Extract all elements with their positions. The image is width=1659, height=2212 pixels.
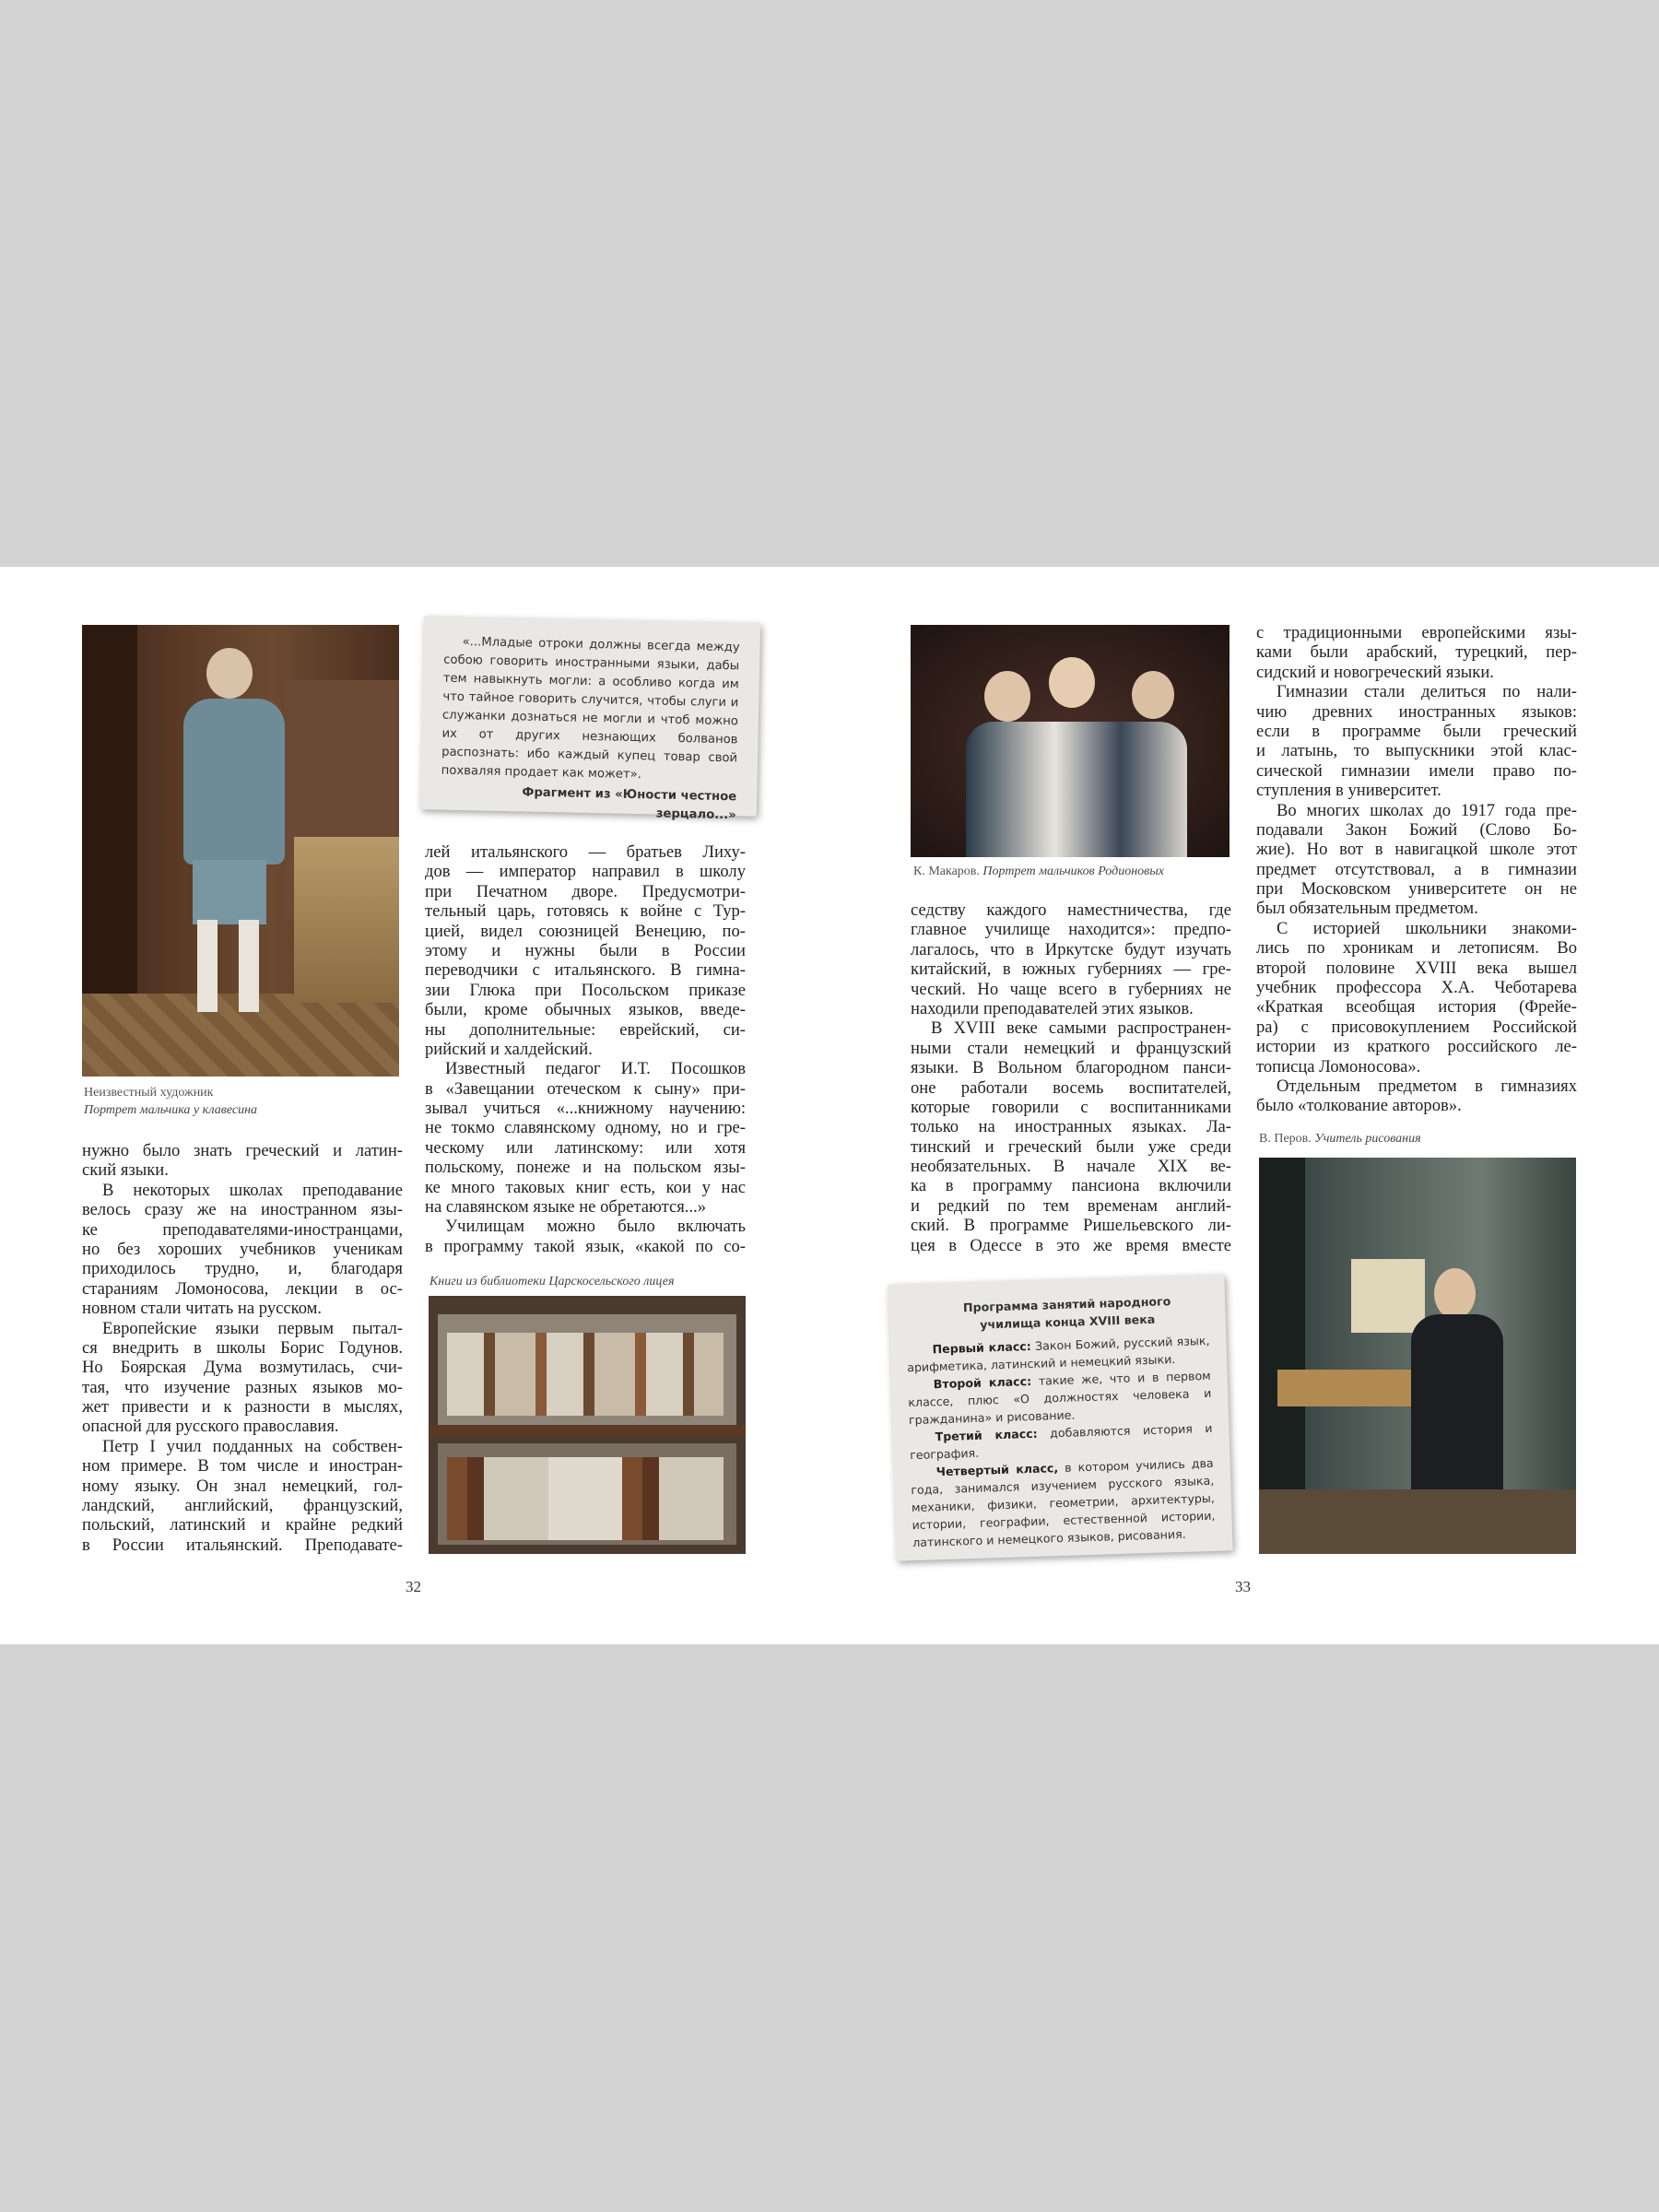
- text-line: ра) с присовокуплением Российской: [1256, 1017, 1577, 1037]
- text-line: ными стали немецкий и французский: [911, 1038, 1231, 1058]
- text-line: в программу такой язык, «какой по со-: [425, 1236, 746, 1256]
- text-line: ном примере. В том числе и иностран-: [82, 1456, 403, 1477]
- program-item-text: добавляются история и география.: [909, 1420, 1213, 1463]
- text-line: новном стали читать на русском.: [82, 1299, 323, 1319]
- text-line: только на иностранных языках. Ла-: [911, 1117, 1231, 1137]
- text-line: и редкий по тем временам англий-: [911, 1195, 1231, 1216]
- text-line: лей итальянского — братьев Лиху-: [425, 842, 746, 862]
- program-box: [888, 1274, 1232, 1560]
- text-line: китайский, в южных губерниях — гре-: [911, 959, 1231, 980]
- text-line: Во многих школах до 1917 года пре-: [1277, 800, 1577, 820]
- text-line: ке много таковых книг есть, кои у нас: [425, 1177, 746, 1197]
- text-line: главное училище находится»: предпо-: [911, 920, 1231, 940]
- text-line: приходилось трудно, и, благодаря: [82, 1259, 403, 1279]
- text-line: ками были арабский, турецкий, пер-: [1256, 642, 1577, 663]
- text-line: Европейские языки первым пытал-: [102, 1318, 403, 1338]
- text-line: опасной для русского православия.: [82, 1417, 339, 1437]
- text-line: С историей школьники знакоми-: [1277, 918, 1577, 938]
- text-line: ному языку. Он знал немецкий, гол-: [82, 1476, 403, 1496]
- program-item-label: Четвертый класс,: [935, 1461, 1059, 1479]
- text-line: был обязательным предметом.: [1256, 899, 1478, 919]
- image2-caption: [429, 1273, 674, 1290]
- text-line: тельный царь, готовясь к войне с Тур-: [425, 901, 746, 922]
- text-line: ся внедрить в школы Борис Годунов.: [82, 1337, 403, 1358]
- text-line: ческому или латинскому: или хотя: [425, 1137, 746, 1158]
- text-line: жет привести и к разности в мыслях,: [82, 1397, 403, 1418]
- text-line: зывал учиться «...книжному научению:: [425, 1099, 746, 1119]
- text-line: переводчики с итальянского. В гимна-: [425, 960, 746, 981]
- text-line: тописца Ломоносова».: [1256, 1056, 1421, 1077]
- text-line: «Краткая всеобщая история (Фрейе-: [1256, 997, 1577, 1018]
- text-line: дов — император направил в школу: [425, 862, 746, 882]
- text-line: ка в программу пансиона включили: [911, 1176, 1231, 1196]
- column-2-text: [425, 842, 746, 1256]
- image1-caption: [84, 1084, 257, 1119]
- text-line: лагалось, что в Иркутске будут изучать: [911, 939, 1231, 959]
- text-line: польский, латинский и крайне редкий: [82, 1515, 403, 1535]
- quote-source: Фрагмент из «Юности честное зерцало...»: [522, 785, 737, 823]
- text-line: ке преподавателями-иностранцами,: [82, 1219, 403, 1240]
- photo-lyceum-books: [429, 1296, 746, 1554]
- text-line: зии Глюка при Посольском приказе: [425, 980, 746, 1000]
- text-line: Известный педагог И.Т. Посошков: [445, 1059, 746, 1079]
- painting-rodionov-boys: [911, 625, 1230, 857]
- text-line: необязательных. В начале XIX ве-: [911, 1157, 1231, 1177]
- painting-drawing-teacher: [1259, 1158, 1576, 1554]
- painting-boy-at-harpsichord: [82, 625, 399, 1077]
- text-line: Гимназии стали делиться по нали-: [1277, 682, 1577, 702]
- text-line: В XVIII веке самыми распространен-: [931, 1018, 1231, 1039]
- text-line: если в программе были греческий: [1256, 721, 1577, 741]
- text-line: Но Боярская Дума возмутилась, счи-: [82, 1358, 403, 1378]
- text-line: с традиционными европейскими язы-: [1256, 623, 1577, 642]
- text-line: истории из краткого российского ле-: [1256, 1037, 1577, 1057]
- text-line: при Печатном дворе. Предусмотри-: [425, 881, 746, 901]
- text-line: в «Завещании отеческом к сыну» при-: [425, 1078, 746, 1099]
- caption-artist: К. Макаров.: [913, 865, 980, 878]
- text-line: Петр I учил подданных на собствен-: [102, 1436, 403, 1456]
- text-line: Училищам можно было включать: [445, 1217, 746, 1237]
- text-line: ческий. Но чаще всего в губерниях не: [911, 979, 1231, 999]
- text-line: ский языки.: [82, 1160, 169, 1181]
- column-3-text: [911, 900, 1231, 1255]
- text-line: ский. В программе Ришельевского ли-: [911, 1216, 1231, 1236]
- text-line: находили преподавателей этих языков.: [911, 998, 1194, 1018]
- column-1-text: [82, 1141, 403, 1555]
- caption-title: Книги из библиотеки Царскосельского лицея: [429, 1275, 675, 1288]
- caption-artist: Неизвестный художник: [84, 1086, 214, 1100]
- program-item-text: в котором учились два года, занимался изучением русского языка, механики, физики, геометрии, архитектуры, истории, географии, естественной истории, латинского и немецкого языков, рисования.: [911, 1455, 1216, 1550]
- text-line: учебник профессора Х.А. Чеботарева: [1256, 978, 1577, 998]
- text-line: ступления в университет.: [1256, 781, 1441, 801]
- text-line: которые говорили с воспитанниками: [911, 1097, 1231, 1117]
- text-line: рийский и халдейский.: [425, 1039, 593, 1059]
- text-line: на славянском языке не обретаются...»: [425, 1197, 707, 1218]
- page-number-left: 32: [406, 1578, 421, 1595]
- program-item-label: Второй класс:: [933, 1373, 1032, 1392]
- text-line: подавали Закон Божий (Слово Бо-: [1256, 819, 1577, 840]
- text-line: В некоторых школах преподавание: [102, 1180, 403, 1200]
- image4-caption: [1259, 1130, 1421, 1147]
- text-line: Отдельным предметом в гимназиях: [1277, 1076, 1577, 1096]
- text-line: седству каждого наместничества, где: [911, 900, 1231, 920]
- text-line: не токмо славянскому одному, но и гре-: [425, 1118, 746, 1138]
- text-line: второй половине XVIII века вышел: [1256, 958, 1577, 978]
- text-line: сидский и новогреческий языки.: [1256, 662, 1494, 682]
- caption-title: Портрет мальчика у клавесина: [84, 1103, 258, 1117]
- program-item-text: Закон Божий, русский язык, арифметика, латинский и немецкий языки.: [906, 1333, 1210, 1375]
- program-items: [906, 1332, 1216, 1551]
- quote-box: [420, 616, 760, 823]
- page-number-right: 33: [1235, 1578, 1251, 1595]
- text-line: сической гимназии имели право по-: [1256, 760, 1577, 781]
- text-line: предмет отсутствовал, а в гимназии: [1256, 859, 1577, 879]
- program-item: [908, 1367, 1213, 1429]
- text-line: ны дополнительные: еврейский, си-: [425, 1019, 746, 1040]
- text-line: этому и нужны были в России: [425, 940, 746, 960]
- text-line: лись по хроникам и летописям. Во: [1256, 938, 1577, 959]
- text-line: жие). Но вот в навигацкой школе этот: [1256, 840, 1577, 860]
- quote-text: «...Младые отроки должны всегда между собою говорить иностранными языки, дабы тем навыкнуть могли: а особливо когда им что тайное говорить случится, чтобы слуги и служанки дознаться не могли и чтоб можно их от других незнающих болванов распознать: ибо каждый купец товар свой похваляя продает как может».: [441, 635, 740, 782]
- program-item-label: Первый класс:: [932, 1338, 1032, 1357]
- text-line: были, кроме обычных языков, введе-: [425, 1000, 746, 1020]
- program-item-text: такие же, что и в первом классе, плюс «О должностях человека и гражданина» и рисование.: [908, 1368, 1212, 1428]
- text-line: ландский, английский, французский,: [82, 1496, 403, 1516]
- program-title: Программа занятий народного училища конца XVIII века: [962, 1294, 1171, 1332]
- text-line: в России итальянский. Преподавате-: [82, 1535, 403, 1555]
- text-line: языки. В Вольном благородном панси-: [911, 1058, 1231, 1078]
- text-line: но без хороших учебников ученикам: [82, 1239, 403, 1259]
- text-line: нужно было знать греческий и латин-: [82, 1141, 403, 1160]
- caption-title: Портрет мальчиков Родионовых: [982, 865, 1164, 878]
- program-item-label: Третий класс:: [935, 1426, 1038, 1444]
- column-4-text: [1256, 623, 1577, 1116]
- text-line: тая, что изучение разных языков мо-: [82, 1377, 403, 1397]
- text-line: тинский и греческий были уже среди: [911, 1136, 1231, 1157]
- text-line: польскому, понеже и на польском язы-: [425, 1158, 746, 1178]
- text-line: стараниям Ломоносова, лекции в ос-: [82, 1278, 403, 1299]
- text-line: при Московском университете он не: [1256, 879, 1577, 900]
- text-line: цией, видел союзницей Венецию, по-: [425, 921, 746, 941]
- text-line: было «толкование авторов».: [1256, 1096, 1462, 1116]
- caption-title: Учитель рисования: [1314, 1132, 1421, 1146]
- text-line: велось сразу же на иностранном язы-: [82, 1200, 403, 1220]
- program-item: [910, 1454, 1216, 1551]
- image3-caption: [913, 863, 1164, 880]
- text-line: оне работали восемь воспитателей,: [911, 1077, 1231, 1098]
- text-line: чию древних иностранных языков:: [1256, 701, 1577, 722]
- text-line: и латынь, то выпускники этой клас-: [1256, 741, 1577, 761]
- text-line: цея в Одессе в это же время вместе: [911, 1235, 1231, 1255]
- caption-artist: В. Перов.: [1259, 1132, 1312, 1146]
